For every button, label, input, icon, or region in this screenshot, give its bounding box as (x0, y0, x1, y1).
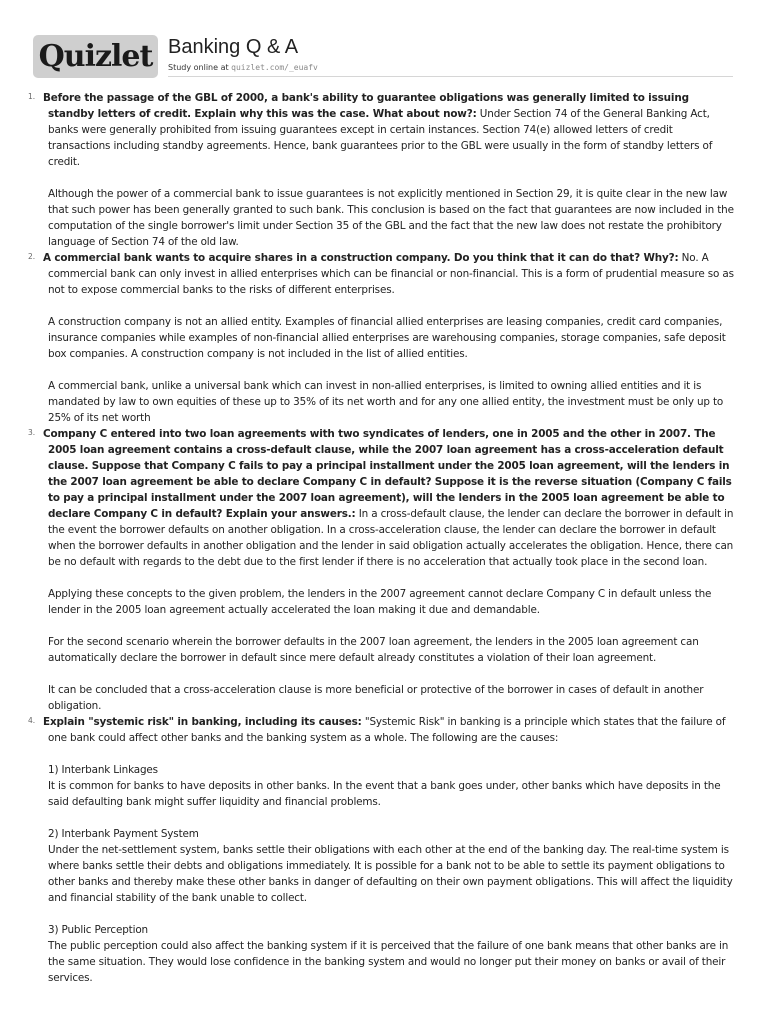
item-paragraph (43, 90, 738, 170)
question-text: A commercial bank wants to acquire shares in a construction company. Do you think that it can do that? Why?: (43, 252, 679, 264)
answer-paragraph: Applying these concepts to the given problem, the lenders in the 2007 agreement cannot declare Company C in default unless the lender in the 2005 loan agreement actually accelerated the loan making it due and demandable. (48, 588, 712, 616)
answer-paragraph: 3) Public Perception The public perception could also affect the banking system if it is perceived that the failure of one bank means that other banks are in the same situation. They would lose confidence in the banking system and would no longer put their money on banks or avail of their services. (48, 924, 729, 984)
qa-item-4 (0, 714, 768, 986)
qa-list (0, 90, 768, 986)
answer-paragraph: 1) Interbank Linkages It is common for banks to have deposits in other banks. In the event that a bank goes under, other banks which have deposits in the said defaulting bank might suffer liquidity and financial problems. (48, 764, 721, 808)
answer-text: In a cross-default clause, the lender can declare the borrower in default in the event the borrower defaults on another obligation. In a cross-acceleration clause, the lender can declare the borrower in default when the borrower defaults in another obligation and the lender in said obligation actually accelerates the obligation. Hence, there can be no default with regards to the debt due to the first lender if there is no acceleration that actually took place in the second loan. (48, 508, 734, 568)
question-text: Company C entered into two loan agreements with two syndicates of lenders, one in 2005 and the other in 2007. The 2005 loan agreement contains a cross-default clause, while the 2007 loan agreement has a cross-acceleration default clause. Suppose that Company C fails to pay a principal installment under the 2005 loan agreement, will the lenders in the 2007 loan agreement be able to declare Company C in default? Suppose it is the reverse situation (Company C fails to pay a principal installment under the 2007 loan agreement), will the lenders in the 2005 loan agreement be able to declare Company C in default? Explain your answers.: (43, 428, 732, 520)
question-text: Explain "systemic risk" in banking, including its causes: (43, 716, 362, 728)
item-number: 4. (28, 716, 36, 725)
study-url[interactable]: quizlet.com/_euafv (231, 63, 318, 72)
item-number: 3. (28, 428, 36, 437)
answer-paragraph: 2) Interbank Payment System Under the net-settlement system, banks settle their obligations with each other at the end of the banking day. The real-time system is where banks settle their debts and obligations immediately. It is possible for a bank not to be able to settle its payment obligations to other banks and thereby make these other banks in danger of defaulting on their own payment obligations. This will affect the liquidity and financial stability of the bank unable to collect. (48, 828, 733, 904)
qa-item-3 (0, 426, 768, 714)
item-number: 2. (28, 252, 36, 261)
item-number: 1. (28, 92, 36, 101)
answer-text: "Systemic Risk" in banking is a principle which states that the failure of one bank could affect other banks and the banking system as a whole. The following are the causes: (48, 716, 726, 744)
quizlet-logo: Quizlet (33, 35, 158, 78)
study-prefix: Study online at (168, 63, 232, 72)
answer-paragraph: A construction company is not an allied entity. Examples of financial allied enterprises are leasing companies, credit card companies, insurance companies while examples of non-financial allied enterprises are warehousing companies, storage companies, safe deposit box companies. A construction company is not included in the list of allied entities. (48, 316, 726, 360)
item-paragraph (43, 426, 738, 570)
header (0, 0, 768, 86)
header-divider (168, 76, 733, 77)
study-online-line (168, 63, 318, 72)
item-paragraph (43, 714, 738, 746)
answer-paragraph: Although the power of a commercial bank to issue guarantees is not explicitly mentioned in Section 29, it is quite clear in the new law that such power has been generally granted to such bank. This conclusion is based on the fact that guarantees are now included in the computation of the single borrower's limit under Section 35 of the GBL and the fact that the new law does not restate the prohibitory language of Section 74 of the old law. (48, 188, 734, 248)
question-text: Before the passage of the GBL of 2000, a bank's ability to guarantee obligations was generally limited to issuing standby letters of credit. Explain why this was the case. What about now?: (43, 92, 689, 120)
answer-text: Under Section 74 of the General Banking Act, banks were generally prohibited from issuing guarantees except in certain instances. Section 74(e) allowed letters of credit transactions including standby agreements. Hence, bank guarantees prior to the GBL were usually in the form of standby letters of credit. (48, 108, 713, 168)
answer-text: No. A commercial bank can only invest in allied enterprises which can be financial or non-financial. This is a form of prudential measure so as not to expose commercial banks to the risks of different enterprises. (48, 252, 734, 296)
answer-paragraph: A commercial bank, unlike a universal bank which can invest in non-allied enterprises, is limited to owning allied entities and it is mandated by law to own equities of these up to 35% of its net worth and for any one allied entity, the investment must be only up to 25% of its net worth (48, 380, 724, 424)
document-title: Banking Q & A (168, 36, 299, 58)
answer-paragraph: For the second scenario wherein the borrower defaults in the 2007 loan agreement, the lenders in the 2005 loan agreement can automatically declare the borrower in default since mere default already constitutes a violation of their loan agreement. (48, 636, 699, 664)
item-paragraph (43, 250, 738, 298)
qa-item-1 (0, 90, 768, 250)
qa-item-2 (0, 250, 768, 426)
answer-paragraph: It can be concluded that a cross-acceleration clause is more beneficial or protective of the borrower in cases of default in another obligation. (48, 684, 704, 712)
